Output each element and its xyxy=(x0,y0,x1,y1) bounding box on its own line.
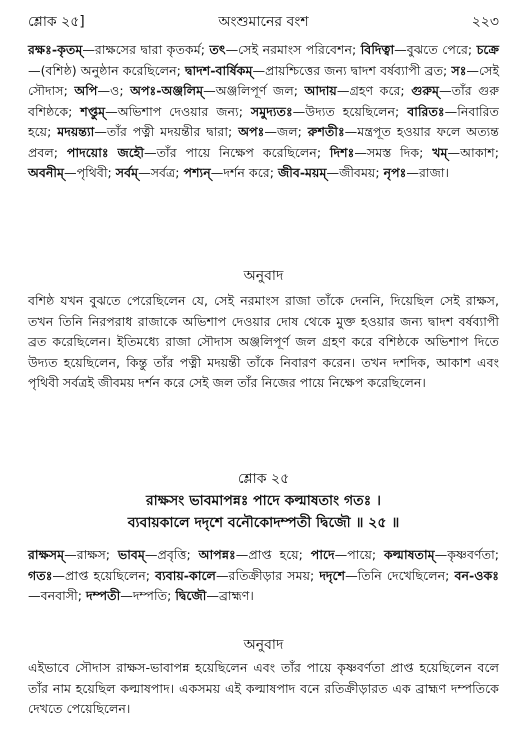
sanskrit-term: কল্মাষতাম্ xyxy=(384,547,435,562)
sanskrit-term: দদৃশে xyxy=(319,567,346,583)
term-meaning: —তাঁর গুরু বশিষ্ঠকে; xyxy=(28,83,500,119)
term-meaning: —জল; xyxy=(264,124,308,139)
sanskrit-term: আপন্নঃ xyxy=(198,547,236,562)
term-meaning: —রাক্ষসের দ্বারা কৃতকর্ম; xyxy=(82,42,210,57)
running-title: অংশুমানের বংশ xyxy=(218,14,309,30)
term-meaning: —উদ্যত হয়েছিলেন; xyxy=(292,103,408,119)
sanskrit-term: পাদয়োঃ xyxy=(66,144,109,160)
term-meaning: —প্রায়শ্চিত্তের জন্য দ্বাদশ বর্ষব্যাপী ব্রত; xyxy=(252,62,452,78)
sanskrit-term: সর্বম্ xyxy=(115,165,139,180)
sanskrit-term: ব্যবায়-কালে xyxy=(155,567,216,583)
sanskrit-term: পশ্যন্ xyxy=(183,165,211,180)
term-meaning: —মন্ত্রপূত হওয়ার ফলে অত্যন্ত প্রবল; xyxy=(28,124,499,160)
sanskrit-term: জীব-ময়ম্ xyxy=(277,165,327,180)
term-meaning: —বুঝতে পেরে; xyxy=(394,42,477,57)
translation-section-1 xyxy=(28,291,499,457)
term-meaning: —নিবারিত হয়ে; xyxy=(28,103,499,139)
synonyms-section-1 xyxy=(28,40,499,262)
term-meaning: —পৃথিবী; xyxy=(64,165,116,180)
translation-section-2 xyxy=(28,658,499,724)
sanskrit-term: মদয়ন্ত্যা xyxy=(57,124,95,139)
term-meaning: —সমস্ত দিক; xyxy=(354,144,433,160)
term-meaning: —প্রাপ্ত হয়ে; xyxy=(235,547,311,562)
term-meaning: —দম্পতি; xyxy=(120,588,176,603)
sanskrit-term: রুশতীঃ xyxy=(307,124,345,139)
term-meaning: —রাক্ষস; xyxy=(64,547,118,562)
term-meaning: —দর্শন করে; xyxy=(210,165,278,180)
term-meaning: —রাজা। xyxy=(406,165,449,180)
verse-line-2: ব্যবায়কালে দদৃশে বনৌকোদম্পতী দ্বিজৌ ॥ ২৫ ॥ xyxy=(127,515,400,531)
sanskrit-term: পাদে xyxy=(310,547,335,562)
term-meaning: —পায়ে; xyxy=(334,547,384,562)
sanskrit-term: দ্বাদশ-বার্ষিকম্ xyxy=(185,62,253,78)
sanskrit-term: দম্পতী xyxy=(85,588,121,603)
term-meaning: —তাঁর পায়ে নিক্ষেপ করেছিলেন; xyxy=(144,144,330,160)
sanskrit-term: আদায় xyxy=(304,83,337,98)
term-meaning: —অভিশাপ দেওয়ার জন্য; xyxy=(105,103,251,119)
translation-text-1: বশিষ্ঠ যখন বুঝতে পেরেছিলেন যে, সেই নরমাংস রাজা তাঁকে দেননি, দিয়েছিল সেই রাক্ষস, তখন তিনি নিরপরাধ রাজাকে অভিশাপ দেওয়ার দোষ থেকে মুক্ত হওয়ার জন্য দ্বাদশ বর্ষব্যাপী ব্রত করেছিলেন। ইতিমধ্যে রাজা সৌদাস অঞ্জলিপূর্ণ জল গ্রহণ করে বশিষ্ঠকে অভিশাপ দিতে উদ্যত হয়েছিলেন, কিন্তু তাঁর পত্নী মদয়ন্তী তাঁকে নিবারণ করেন। তখন দশদিক, আকাশ এবং পৃথিবী সর্বত্রই জীবময় দর্শন করে সেই জল তাঁর নিজের পায়ে নিক্ষেপ করেছিলেন। xyxy=(28,293,499,390)
term-meaning: —অঞ্জলিপূর্ণ জল; xyxy=(203,83,305,98)
term-meaning: —জীবময়; xyxy=(326,165,384,180)
sanskrit-term: খম্ xyxy=(432,144,448,160)
term-meaning: —তিনি দেখেছিলেন; xyxy=(345,567,455,583)
translation-heading-1: অনুবাদ xyxy=(243,268,284,284)
term-meaning: —তাঁর পত্নী মদয়ন্তীর দ্বারা; xyxy=(94,124,239,139)
term-meaning: —প্রবৃত্তি; xyxy=(144,547,199,562)
sanskrit-term: অপঃ xyxy=(238,124,265,139)
verse-reference: শ্লোক ২৫] xyxy=(28,14,85,30)
sanskrit-term: বন-ওকঃ xyxy=(454,567,499,583)
sanskrit-term: বারিতঃ xyxy=(407,103,445,119)
term-meaning: —সর্বত্র; xyxy=(138,165,184,180)
term-meaning: —গ্রহণ করে; xyxy=(336,83,412,98)
term-meaning: —কৃষ্ণবর্ণতা; xyxy=(434,547,499,562)
synonyms-text-2 xyxy=(28,545,499,607)
sanskrit-term: চক্রে xyxy=(476,42,499,57)
term-meaning: —বনবাসী; xyxy=(28,588,86,603)
sanskrit-term: অপঃ-অঞ্জলিম্ xyxy=(130,83,204,98)
sanskrit-term: সঃ xyxy=(451,62,467,78)
page-header xyxy=(28,10,499,34)
term-meaning: —আকাশ; xyxy=(447,144,499,160)
page-number: ২২৩ xyxy=(471,14,499,30)
sanskrit-term: দ্বিজৌ xyxy=(175,588,207,603)
term-meaning: —সেই সৌদাস; xyxy=(28,62,499,98)
term-meaning: —সেই নরমাংস পরিবেশন; xyxy=(225,42,361,57)
term-meaning: —প্রাপ্ত হয়েছিলেন; xyxy=(52,567,156,583)
sanskrit-term: গতঃ xyxy=(28,567,53,583)
term-meaning: —রতিক্রীড়ার সময়; xyxy=(215,567,320,583)
translation-heading-2: অনুবাদ xyxy=(243,637,284,653)
sanskrit-term: বিদিত্বা xyxy=(360,42,395,57)
sanskrit-term: অবনীম্ xyxy=(28,165,65,180)
sanskrit-term: রাক্ষসম্ xyxy=(28,547,65,562)
sanskrit-term: রক্ষঃ-কৃতম্ xyxy=(28,42,83,57)
term-meaning: —ও; xyxy=(97,83,131,98)
term-meaning: —ব্রাহ্মণ। xyxy=(206,588,254,603)
term-meaning: —(বশিষ্ঠ) অনুষ্ঠান করেছিলেন; xyxy=(28,62,186,78)
sanskrit-term: তৎ xyxy=(209,42,226,57)
translation-text-2: এইভাবে সৌদাস রাক্ষস-ভাবাপন্ন হয়েছিলেন এবং তাঁর পায়ে কৃষ্ণবর্ণতা প্রাপ্ত হয়েছিলেন বলে তাঁর নাম হয়েছিল কল্মাষপাদ। একসময় এই কল্মাষপাদ বনে রতিক্রীড়ারত এক ব্রাহ্মণ দম্পতিকে দেখতে পেয়েছিলেন। xyxy=(28,660,499,716)
sanskrit-term: গুরুম্ xyxy=(411,83,440,98)
sanskrit-term: দিশঃ xyxy=(329,144,355,160)
verse-line-1: রাক্ষসং ভাবমাপন্নঃ পাদে কল্মাষতাং গতঃ । xyxy=(145,493,382,509)
sanskrit-term: শপ্তুম্ xyxy=(80,103,106,119)
synonyms-section-2 xyxy=(28,545,499,629)
synonyms-text-1 xyxy=(28,40,499,184)
sanskrit-term: ভাবম্ xyxy=(117,547,145,562)
sanskrit-term: অপি xyxy=(74,83,98,98)
verse-title: শ্লোক ২৫ xyxy=(237,471,290,487)
sanskrit-term: জহৌ xyxy=(117,144,144,160)
sanskrit-term: সমুদ্যতঃ xyxy=(250,103,293,119)
sanskrit-term: নৃপঃ xyxy=(383,165,407,180)
